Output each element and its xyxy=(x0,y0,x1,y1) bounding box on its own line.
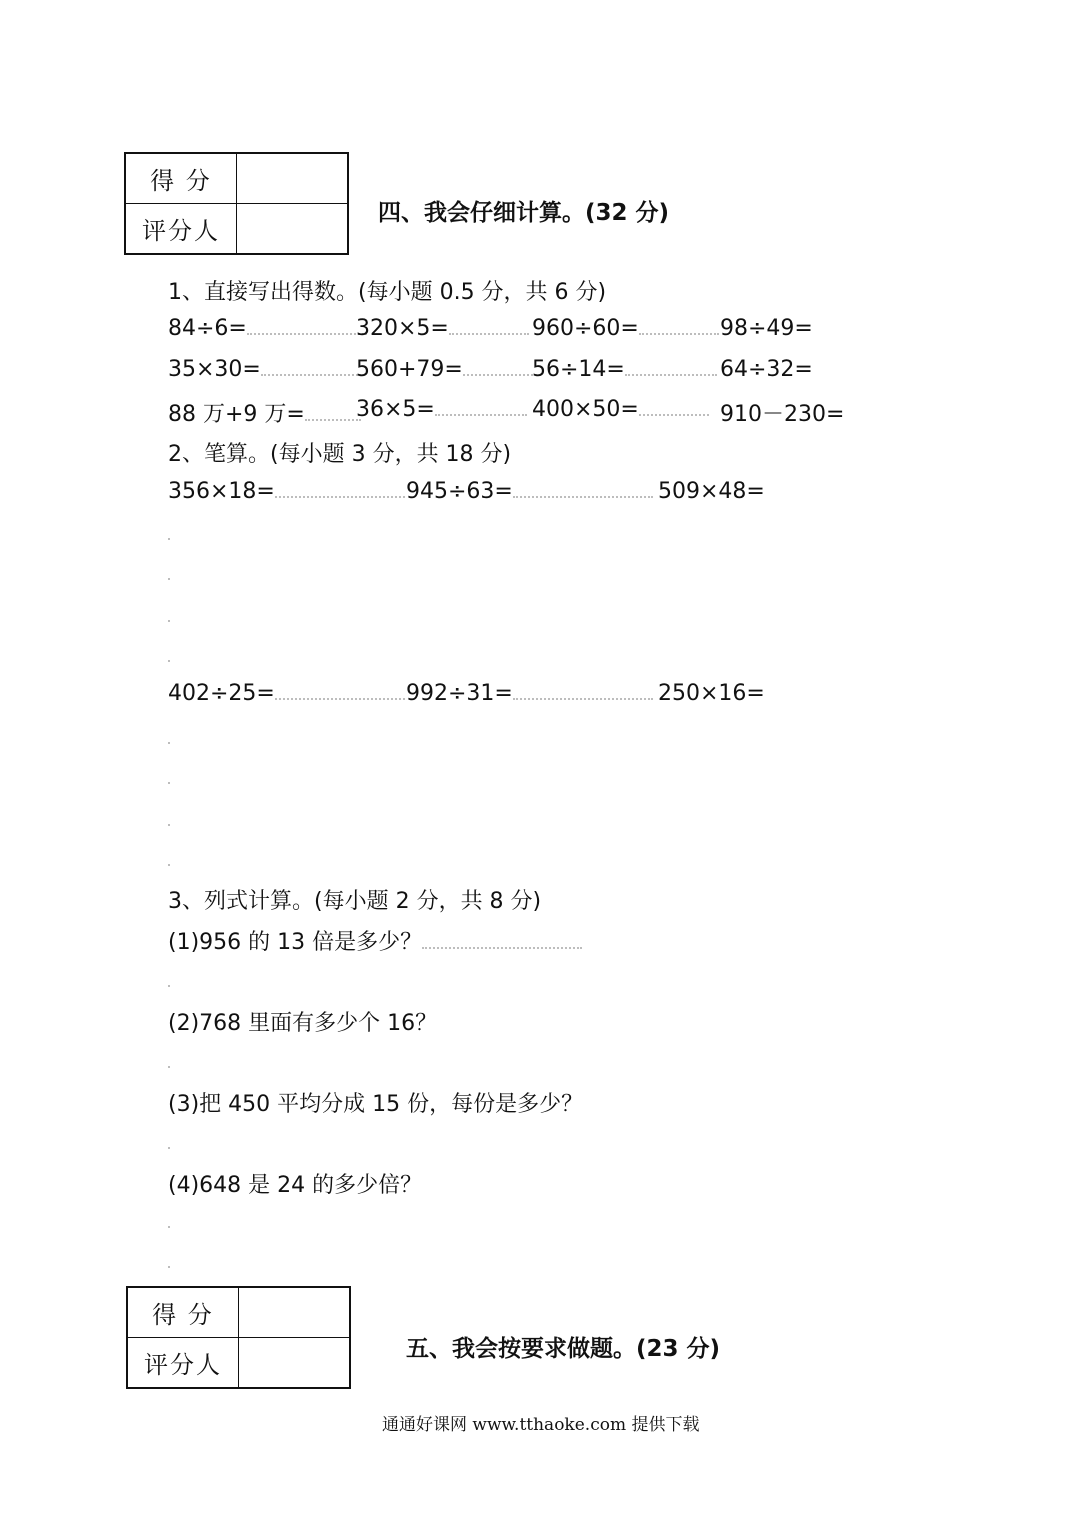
work-space-mark xyxy=(168,620,170,622)
oral-calc-item: 910－230= xyxy=(720,402,845,427)
written-calc-item: 250×16= xyxy=(658,681,765,706)
grader-label: 评分人 xyxy=(127,1338,239,1389)
work-space-mark xyxy=(168,1226,170,1228)
grader-label: 评分人 xyxy=(125,204,237,255)
work-space-mark xyxy=(168,538,170,540)
written-calc-item: 402÷25= xyxy=(168,681,405,706)
part-1-title: 1、直接写出得数。(每小题 0.5 分，共 6 分) xyxy=(168,280,607,305)
written-calc-item: 509×48= xyxy=(658,479,765,504)
oral-calc-item: 36×5= xyxy=(356,397,527,422)
footer-text: 通通好课网 www.tthaoke.com 提供下载 xyxy=(382,1415,700,1435)
section-4-title: 四、我会仔细计算。(32 分) xyxy=(378,200,670,226)
word-calc-item: (2)768 里面有多少个 16？ xyxy=(168,1011,438,1036)
written-calc-item: 945÷63= xyxy=(406,479,653,504)
score-table-section-5 xyxy=(126,1286,351,1389)
work-space-mark xyxy=(168,742,170,744)
oral-calc-item: 960÷60= xyxy=(532,316,719,341)
part-2-title: 2、笔算。(每小题 3 分，共 18 分) xyxy=(168,442,512,467)
work-space-mark xyxy=(168,578,170,580)
word-calc-item: (3)把 450 平均分成 15 份，每份是多少？ xyxy=(168,1092,584,1117)
work-space-mark xyxy=(168,660,170,662)
written-calc-item: 356×18= xyxy=(168,479,405,504)
score-label: 得 分 xyxy=(127,1287,239,1338)
score-cell[interactable] xyxy=(239,1287,351,1338)
oral-calc-item: 98÷49= xyxy=(720,316,813,341)
work-space-mark xyxy=(168,1066,170,1068)
grader-cell[interactable] xyxy=(239,1338,351,1389)
oral-calc-item: 88 万+9 万= xyxy=(168,397,361,428)
oral-calc-item: 84÷6= xyxy=(168,316,367,341)
work-space-mark xyxy=(168,824,170,826)
word-calc-item: (1)956 的 13 倍是多少？ xyxy=(168,925,582,956)
oral-calc-item: 35×30= xyxy=(168,357,361,382)
oral-calc-item: 56÷14= xyxy=(532,357,717,382)
oral-calc-item: 320×5= xyxy=(356,316,529,341)
written-calc-item: 992÷31= xyxy=(406,681,653,706)
oral-calc-item: 64÷32= xyxy=(720,357,813,382)
oral-calc-item: 560+79= xyxy=(356,357,541,382)
oral-calc-item: 400×50= xyxy=(532,397,709,422)
part-3-title: 3、列式计算。(每小题 2 分，共 8 分) xyxy=(168,889,542,914)
work-space-mark xyxy=(168,1147,170,1149)
word-calc-item: (4)648 是 24 的多少倍？ xyxy=(168,1173,423,1198)
work-space-mark xyxy=(168,782,170,784)
grader-cell[interactable] xyxy=(237,204,349,255)
score-cell[interactable] xyxy=(237,153,349,204)
section-5-title: 五、我会按要求做题。(23 分) xyxy=(406,1336,721,1362)
score-label: 得 分 xyxy=(125,153,237,204)
score-table-section-4 xyxy=(124,152,349,255)
work-space-mark xyxy=(168,864,170,866)
work-space-mark xyxy=(168,985,170,987)
work-space-mark xyxy=(168,1266,170,1268)
